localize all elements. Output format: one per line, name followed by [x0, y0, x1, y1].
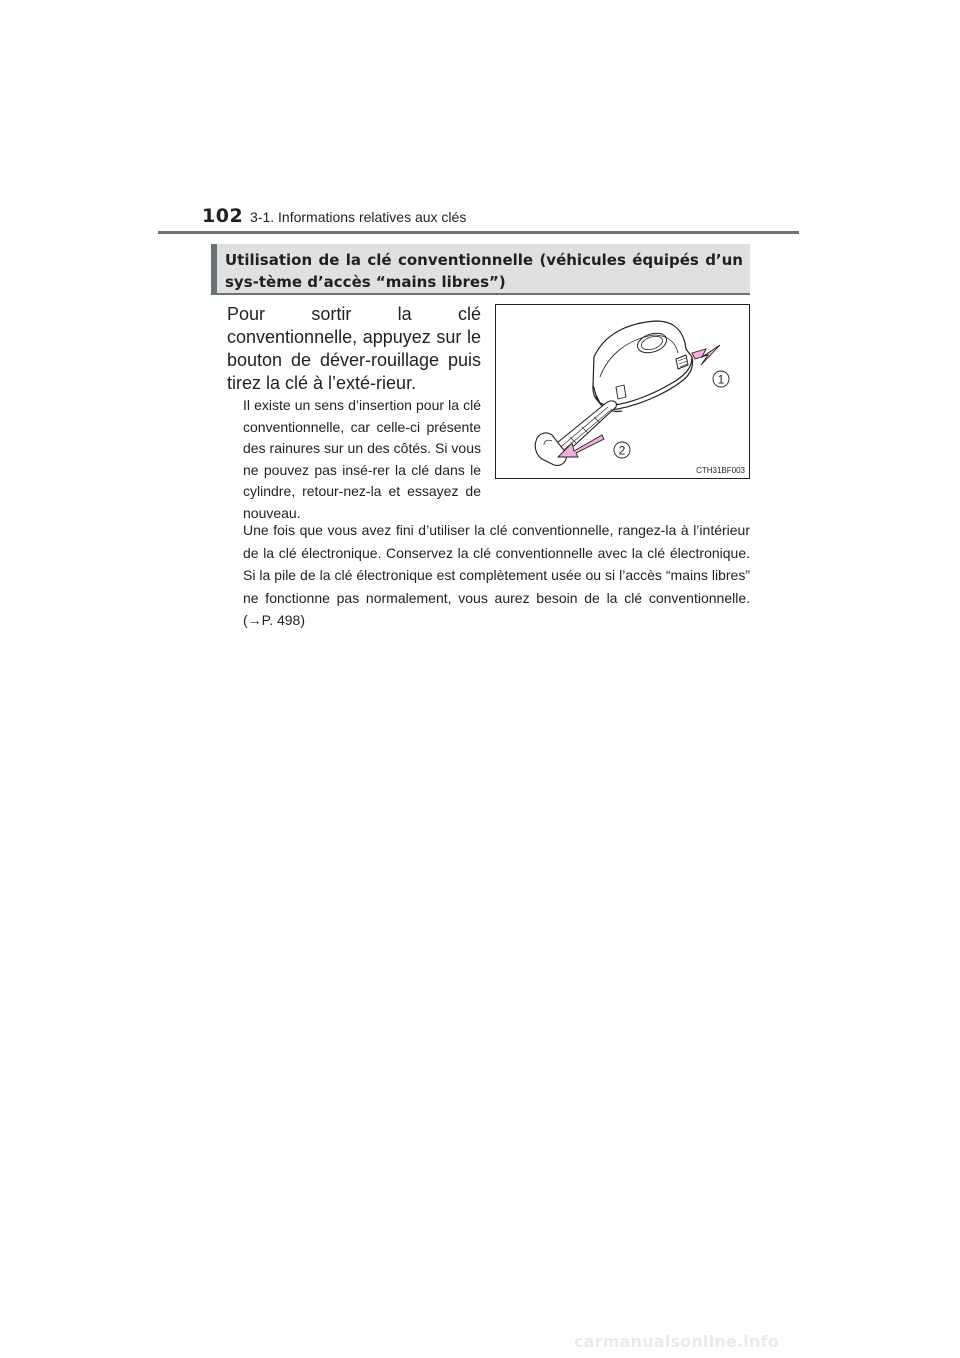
- instruction-paragraph: Pour sortir la clé conventionnelle, appuyez sur le bouton de déver-rouillage puis tirez la clé à l’exté-rieur.: [227, 304, 481, 393]
- callout-1: [713, 371, 729, 387]
- section-heading-box: [211, 244, 750, 295]
- callout-2: [614, 442, 630, 458]
- note-paragraph-1: Il existe un sens d’insertion pour la clé conventionnelle, car celle-ci présente des rainures sur un des côtés. Si vous ne pouvez pas insé-rer la clé dans le cylindre, retour-nez-la et essayez de nouveau.: [243, 397, 481, 521]
- watermark: carmanualsonline.info: [574, 1332, 779, 1351]
- section-bottom-line: [211, 293, 750, 295]
- svg-text:1: 1: [717, 372, 725, 387]
- smart-key-drawing: [496, 305, 749, 478]
- push-arrow-icon: [692, 345, 720, 365]
- key-illustration: [495, 304, 750, 479]
- section-accent-bar: [211, 244, 217, 295]
- page-number: 102: [202, 205, 244, 227]
- running-header: 3-1. Informations relatives aux clés: [250, 209, 467, 225]
- svg-text:2: 2: [618, 443, 626, 458]
- note-paragraph-2: Une fois que vous avez fini d’utiliser la clé conventionnelle, rangez-la à l’intérieur de la clé électronique. Conservez la clé conventionnelle avec la clé électronique. Si la pile de la clé électronique est complètement usée ou si l’accès “mains libres” ne fonctionne pas normalement, vous aurez besoin de la clé conventionnelle. (→P. 498): [243, 522, 750, 629]
- electronic-key-icon: [593, 321, 693, 412]
- figure-code: CTH31BF003: [696, 466, 745, 475]
- section-title: Utilisation de la clé conventionnelle (véhicules équipés d’un sys-tème d’accès “mains libres”): [225, 251, 743, 291]
- header-rule: [158, 231, 799, 234]
